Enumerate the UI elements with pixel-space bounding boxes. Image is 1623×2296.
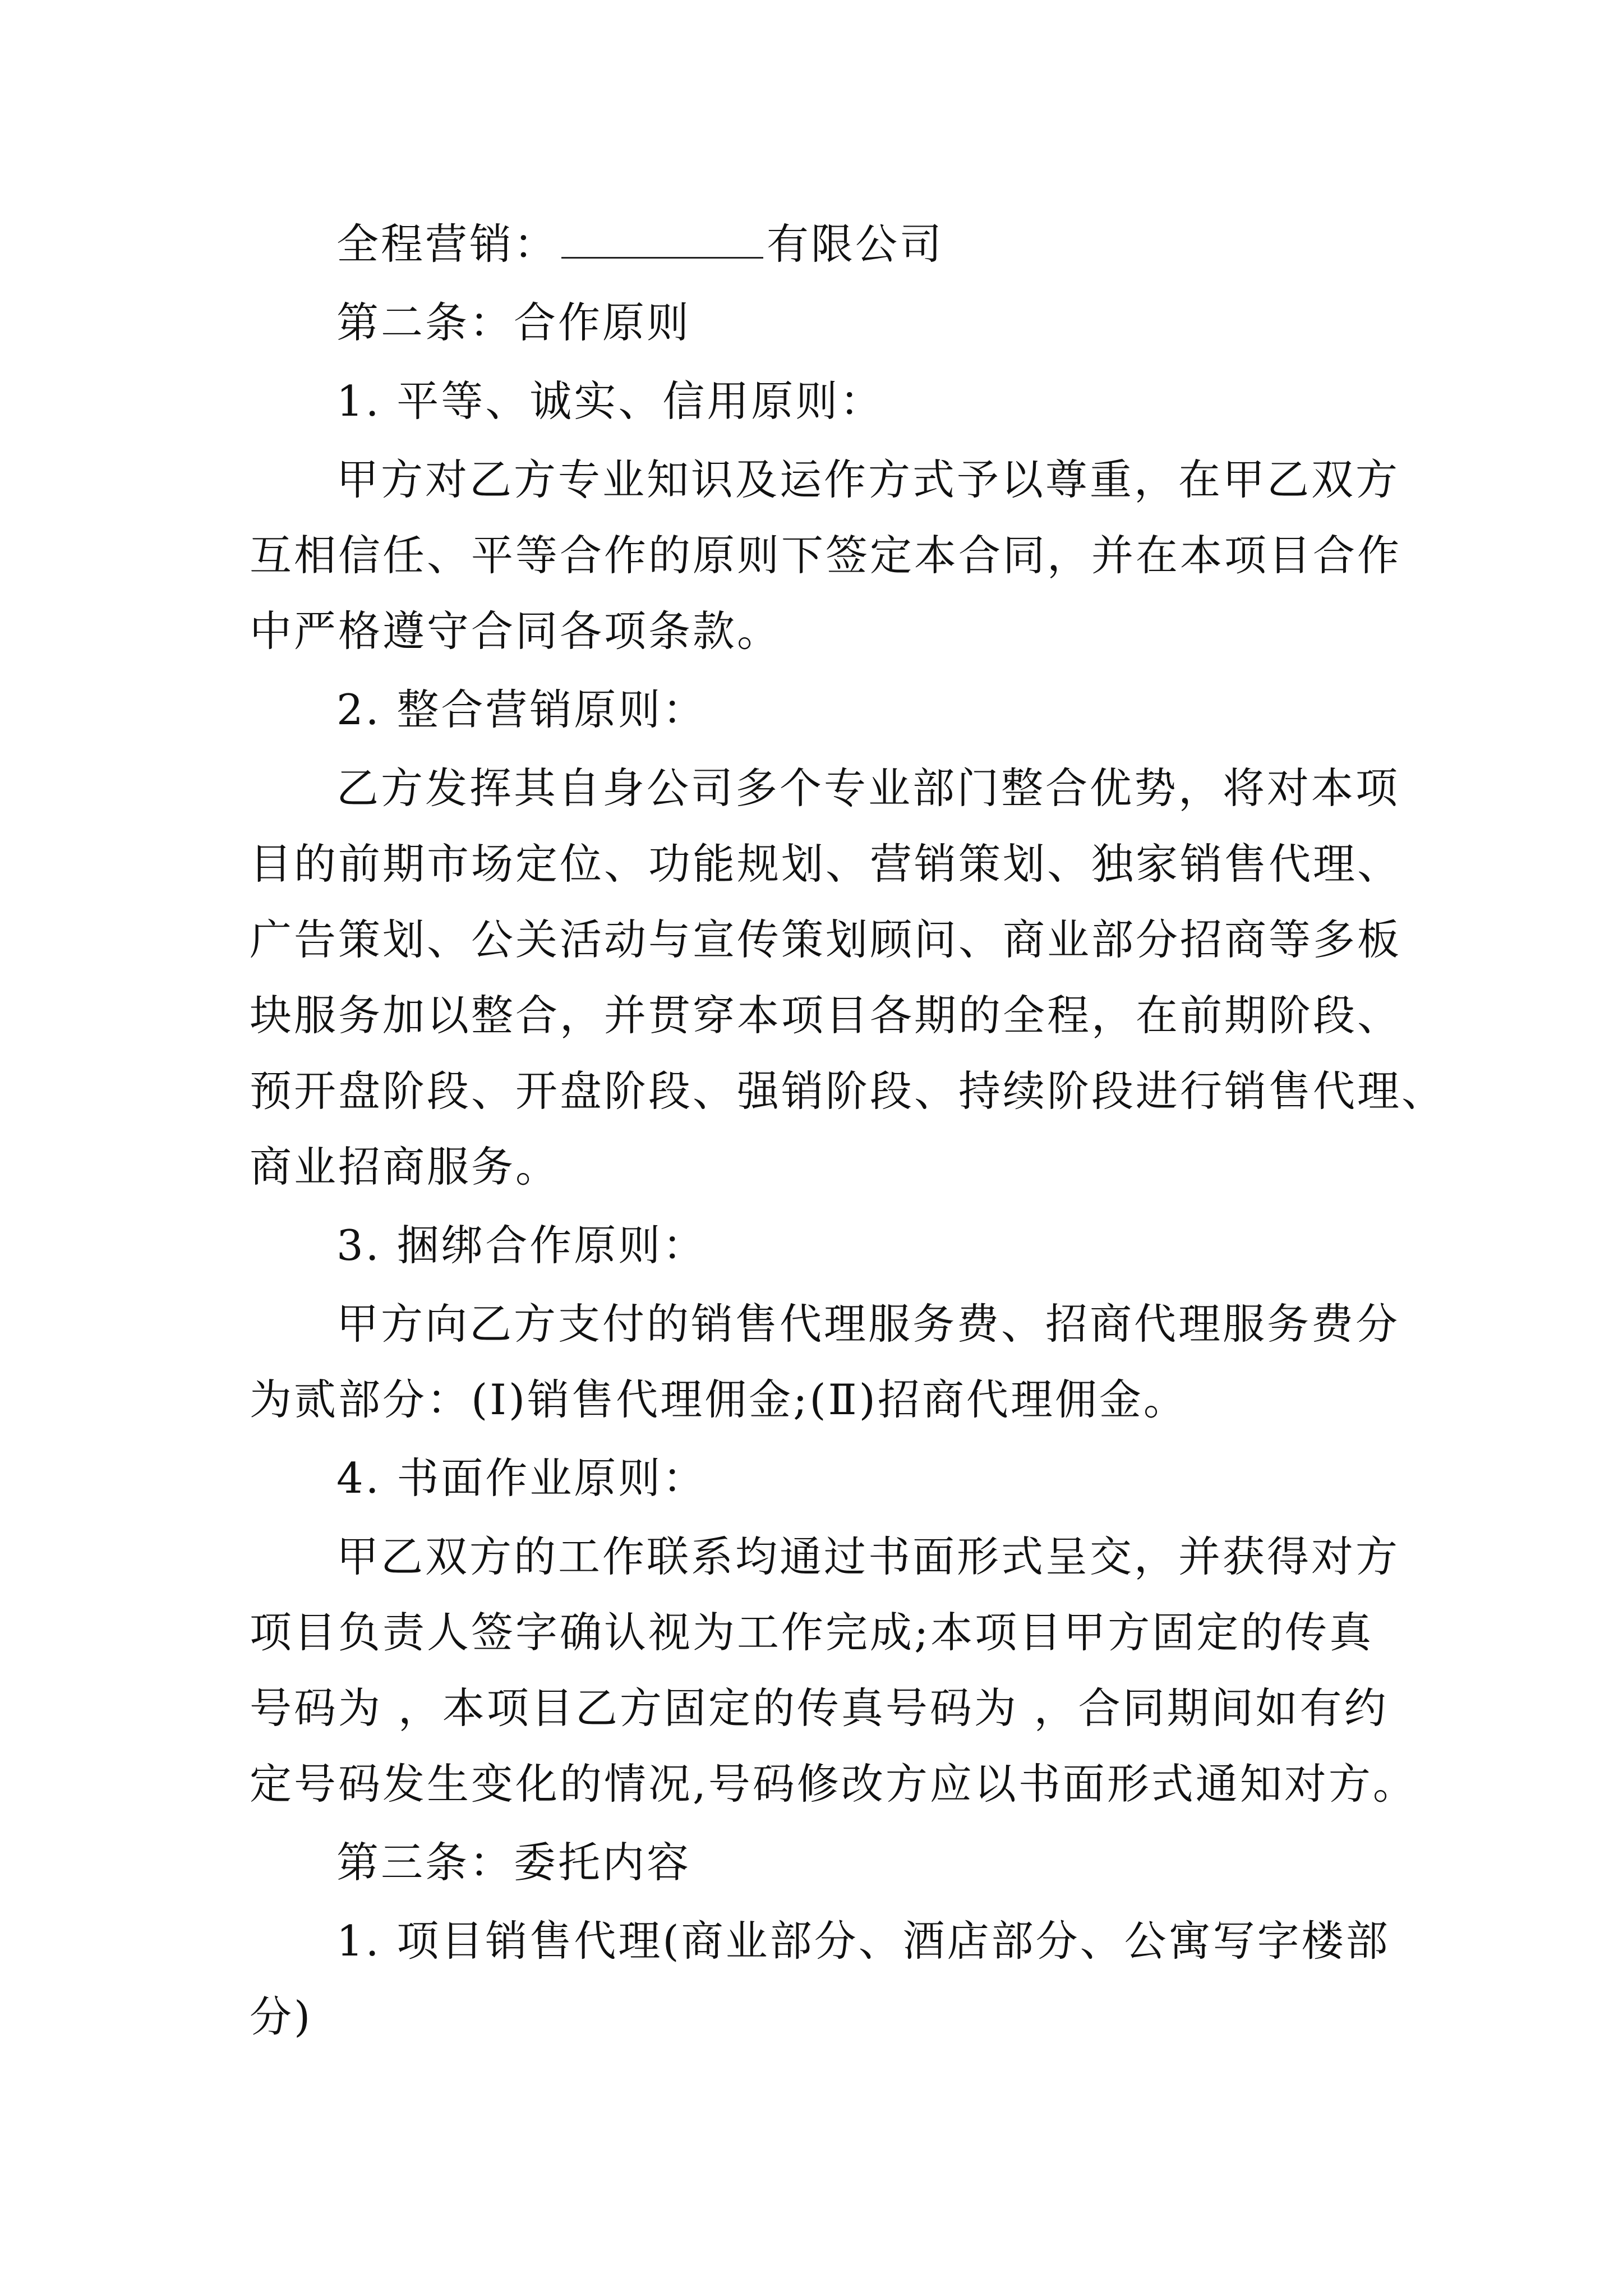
paragraph-line: 块服务加以整合，并贯穿本项目各期的全程，在前期阶段、 (250, 991, 1402, 1040)
paragraph-line: 甲乙双方的工作联系均通过书面形式呈交，并获得对方 (336, 1532, 1400, 1581)
list-item-heading: 4. 书面作业原则： (336, 1453, 707, 1503)
paragraph-line: 分) (250, 1992, 313, 2041)
paragraph-line: 为贰部分：(Ⅰ)销售代理佣金;(Ⅱ)招商代理佣金。 (250, 1375, 1188, 1424)
paragraph-line: 定号码发生变化的情况,号码修改方应以书面形式通知对方。 (250, 1759, 1417, 1809)
header-suffix: 有限公司 (767, 219, 944, 269)
header-line (336, 213, 1514, 275)
blank-underline (561, 223, 763, 259)
section-heading: 第三条：委托内容 (336, 1838, 691, 1887)
paragraph-line: 商业招商服务。 (250, 1142, 560, 1191)
header-prefix: 全程营销： (336, 219, 559, 269)
paragraph-line: 广告策划、公关活动与宣传策划顾问、商业部分招商等多板 (250, 915, 1402, 964)
list-item-heading: 2. 整合营销原则： (336, 685, 707, 734)
paragraph-line: 乙方发挥其自身公司多个专业部门整合优势，将对本项 (336, 763, 1400, 813)
section-heading: 第二条：合作原则 (336, 298, 691, 347)
paragraph-line: 目的前期市场定位、功能规划、营销策划、独家销售代理、 (250, 839, 1402, 889)
paragraph-line: 号码为 ，本项目乙方固定的传真号码为 ，合同期间如有约 (250, 1683, 1389, 1733)
paragraph-line: 甲方向乙方支付的销售代理服务费、招商代理服务费分 (336, 1299, 1400, 1349)
paragraph-line: 甲方对乙方专业知识及运作方式予以尊重，在甲乙双方 (336, 455, 1400, 504)
list-item-heading: 1. 平等、诚实、信用原则： (336, 376, 884, 426)
list-item-heading: 1. 项目销售代理(商业部分、酒店部分、公寓写字楼部 (336, 1916, 1390, 1966)
paragraph-line: 中严格遵守合同各项条款。 (250, 606, 782, 656)
paragraph-line: 预开盘阶段、开盘阶段、强销阶段、持续阶段进行销售代理、 (250, 1066, 1446, 1116)
list-item-heading: 3. 捆绑合作原则： (336, 1221, 707, 1270)
paragraph-line: 互相信任、平等合作的原则下签定本合同，并在本项目合作 (250, 531, 1402, 580)
paragraph-line: 项目负责人签字确认视为工作完成;本项目甲方固定的传真 (250, 1608, 1374, 1657)
